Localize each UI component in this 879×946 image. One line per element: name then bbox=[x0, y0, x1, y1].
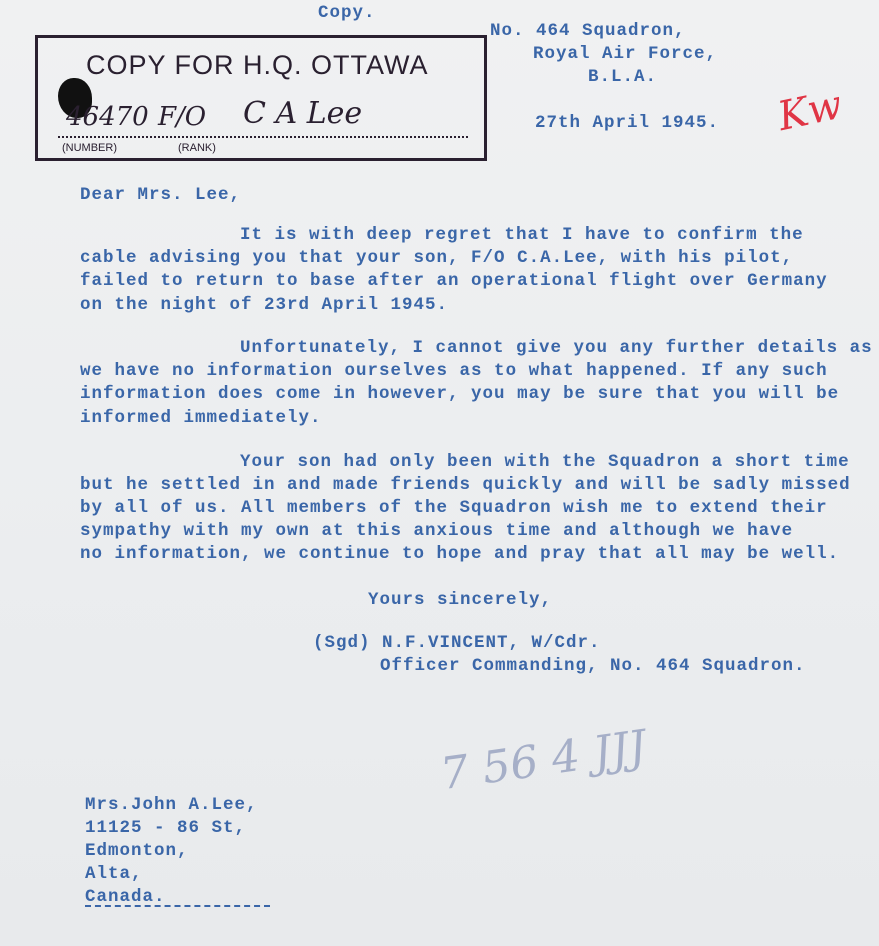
paragraph-1-line: failed to return to base after an operational flight over Germany bbox=[80, 271, 828, 291]
copy-stamp bbox=[35, 35, 487, 161]
address-underline bbox=[85, 905, 270, 907]
pencil-note: 7 56 4 JJJ bbox=[437, 720, 650, 801]
stamp-dotted-line bbox=[58, 136, 468, 138]
paragraph-3-line: no information, we continue to hope and pray that all may be well. bbox=[80, 544, 840, 564]
salutation: Dear Mrs. Lee, bbox=[80, 185, 242, 205]
rank-label: (RANK) bbox=[178, 142, 216, 154]
paragraph-2-line: informed immediately. bbox=[80, 408, 322, 428]
letter-date: 27th April 1945. bbox=[535, 113, 720, 133]
paragraph-1-line: on the night of 23rd April 1945. bbox=[80, 295, 449, 315]
address-line: Edmonton, bbox=[85, 841, 189, 861]
paragraph-2-line: we have no information ourselves as to what happened. If any such bbox=[80, 361, 828, 381]
paragraph-2-line: Unfortunately, I cannot give you any further details as bbox=[240, 338, 873, 358]
number-label: (NUMBER) bbox=[62, 142, 117, 154]
paragraph-3-line: Your son had only been with the Squadron a short time bbox=[240, 452, 850, 472]
sender-line1: No. 464 Squadron, bbox=[490, 21, 686, 41]
address-line: Canada. bbox=[85, 887, 166, 907]
stamp-number: 46470 bbox=[66, 102, 149, 132]
address-line: Alta, bbox=[85, 864, 143, 884]
signature-line2: Officer Commanding, No. 464 Squadron. bbox=[380, 656, 806, 676]
red-margin-mark: Kw bbox=[773, 81, 847, 141]
paragraph-2-line: information does come in however, you may be sure that you will be bbox=[80, 384, 840, 404]
address-line: Mrs.John A.Lee, bbox=[85, 795, 258, 815]
closing: Yours sincerely, bbox=[368, 590, 553, 610]
stamp-name: C A Lee bbox=[243, 96, 363, 131]
copy-heading: Copy. bbox=[318, 3, 376, 23]
stamp-rank: F/O bbox=[158, 102, 207, 132]
paragraph-3-line: sympathy with my own at this anxious time and although we have bbox=[80, 521, 794, 541]
sender-line2: Royal Air Force, bbox=[533, 44, 718, 64]
paragraph-1-line: cable advising you that your son, F/O C.A.Lee, with his pilot, bbox=[80, 248, 794, 268]
signature-line1: (Sgd) N.F.VINCENT, W/Cdr. bbox=[313, 633, 601, 653]
address-line: 11125 - 86 St, bbox=[85, 818, 247, 838]
paragraph-1-line: It is with deep regret that I have to confirm the bbox=[240, 225, 804, 245]
stamp-title: COPY FOR H.Q. OTTAWA bbox=[86, 50, 429, 80]
sender-line3: B.L.A. bbox=[588, 67, 658, 87]
paragraph-3-line: but he settled in and made friends quickly and will be sadly missed bbox=[80, 475, 851, 495]
paragraph-3-line: by all of us. All members of the Squadron wish me to extend their bbox=[80, 498, 828, 518]
